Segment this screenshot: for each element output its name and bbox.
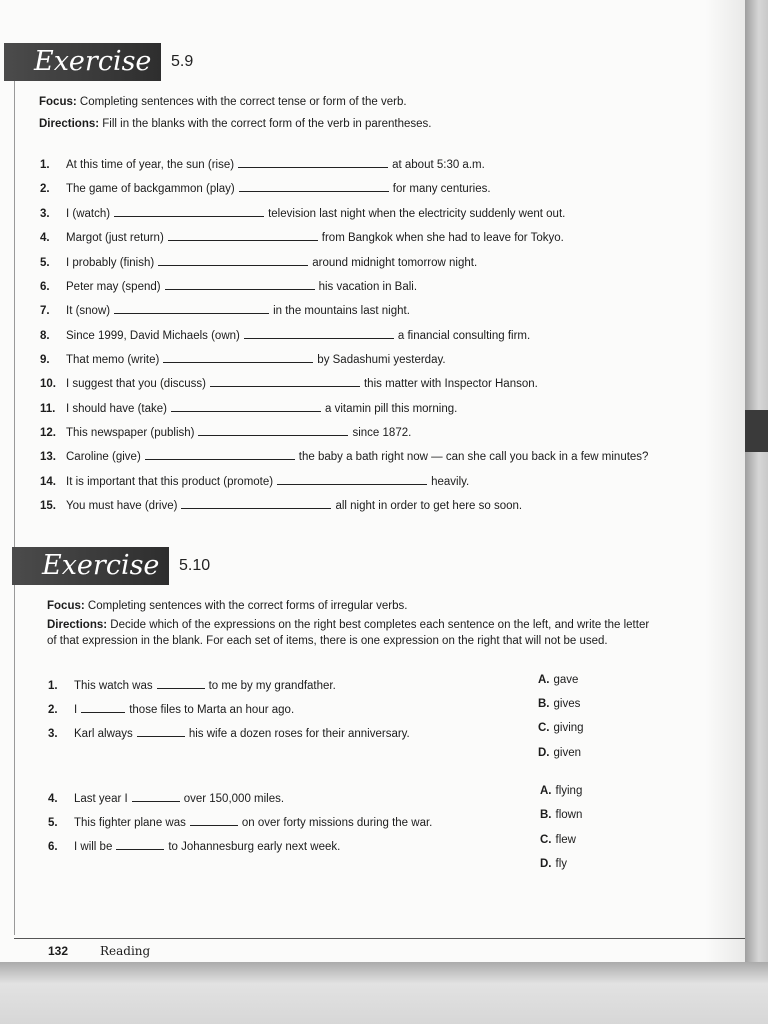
exercise-title: Exercise: [12, 547, 169, 585]
item-number: 2.: [48, 704, 58, 716]
option-text: gave: [553, 674, 579, 686]
item-rest: heavily.: [431, 476, 470, 488]
answer-blank[interactable]: [210, 375, 360, 387]
directions-text: Fill in the blanks with the correct form of the verb in parentheses.: [102, 118, 432, 130]
item-number: 9.: [40, 354, 50, 366]
item-prompt: At this time of year, the sun (rise): [66, 159, 235, 171]
option-letter: C.: [538, 722, 550, 734]
option-letter: B.: [538, 698, 550, 710]
ex2-option-c: [540, 834, 576, 846]
item-rest: around midnight tomorrow night.: [312, 257, 478, 269]
exercise-5-10-header: [12, 547, 210, 585]
item-number: 15.: [40, 500, 56, 512]
item-number: 6.: [48, 841, 58, 853]
option-letter: C.: [540, 834, 552, 846]
page-binding-rule: [14, 75, 15, 935]
ex1-item-7: [40, 302, 410, 317]
answer-blank[interactable]: [157, 677, 205, 689]
item-rest: from Bangkok when she had to leave for Tokyo.: [321, 232, 564, 244]
answer-blank[interactable]: [132, 790, 180, 802]
ex1-item-14: [40, 473, 469, 488]
item-prompt: Caroline (give): [66, 451, 141, 463]
item-prompt: This watch was: [74, 680, 153, 692]
answer-blank[interactable]: [114, 205, 264, 217]
item-number: 4.: [40, 232, 50, 244]
option-letter: A.: [538, 674, 550, 686]
ex1-item-10: [40, 375, 538, 390]
item-number: 5.: [40, 257, 50, 269]
exercise-title: Exercise: [4, 43, 161, 81]
item-rest: at about 5:30 a.m.: [392, 159, 485, 171]
item-prompt: This fighter plane was: [74, 817, 186, 829]
answer-blank[interactable]: [145, 448, 295, 460]
ex2-option-a: [540, 785, 582, 797]
section-name: Reading: [100, 944, 151, 958]
item-number: 1.: [40, 159, 50, 171]
option-text: given: [553, 747, 581, 759]
option-text: gives: [553, 698, 581, 710]
ex2-item-4: [48, 790, 284, 805]
ex2-option-a: [538, 674, 578, 686]
answer-blank[interactable]: [116, 838, 164, 850]
item-number: 3.: [40, 208, 50, 220]
option-letter: D.: [540, 858, 552, 870]
answer-blank[interactable]: [114, 302, 269, 314]
ex2-option-b: [540, 809, 582, 821]
next-page-edge: [745, 0, 768, 962]
item-number: 7.: [40, 305, 50, 317]
ex2-option-d: [538, 747, 581, 759]
item-number: 2.: [40, 183, 50, 195]
item-rest: his vacation in Bali.: [318, 281, 418, 293]
directions-text-line-2: of that expression in the blank. For each set of items, there is one expression on the right that will not be used.: [47, 635, 608, 647]
answer-blank[interactable]: [238, 156, 388, 168]
page-number: 132: [48, 944, 69, 958]
ex1-item-11: [40, 400, 457, 415]
option-letter: B.: [540, 809, 552, 821]
item-rest: his wife a dozen roses for their anniversary.: [188, 728, 410, 740]
ex1-item-15: [40, 497, 522, 512]
item-rest: those files to Marta an hour ago.: [129, 704, 295, 716]
item-rest: since 1872.: [352, 427, 412, 439]
item-number: 8.: [40, 330, 50, 342]
item-rest: a vitamin pill this morning.: [325, 403, 458, 415]
focus-text: Completing sentences with the correct forms of irregular verbs.: [87, 600, 408, 612]
item-prompt: Margot (just return): [66, 232, 164, 244]
item-prompt: The game of backgammon (play): [66, 183, 235, 195]
answer-blank[interactable]: [181, 497, 331, 509]
item-number: 11.: [40, 403, 56, 415]
answer-blank[interactable]: [239, 180, 389, 192]
answer-blank[interactable]: [81, 701, 125, 713]
answer-blank[interactable]: [171, 400, 321, 412]
ex2-item-5: [48, 814, 432, 829]
item-rest: the baby a bath right now — can she call you back in a few minutes?: [298, 451, 649, 463]
exercise-number: 5.9: [171, 53, 194, 70]
ex1-item-9: [40, 351, 446, 366]
item-number: 1.: [48, 680, 58, 692]
item-prompt: Last year I: [74, 793, 128, 805]
ex2-item-1: [48, 677, 336, 692]
item-number: 12.: [40, 427, 56, 439]
item-rest: over 150,000 miles.: [183, 793, 285, 805]
ex2-directions-continued: [47, 633, 608, 649]
item-rest: on over forty missions during the war.: [241, 817, 433, 829]
option-text: flying: [555, 785, 583, 797]
answer-blank[interactable]: [158, 254, 308, 266]
item-number: 10.: [40, 378, 56, 390]
item-number: 13.: [40, 451, 56, 463]
item-rest: to Johannesburg early next week.: [168, 841, 341, 853]
item-prompt: I will be: [74, 841, 113, 853]
item-rest: a financial consulting firm.: [397, 330, 531, 342]
ex2-focus: [47, 598, 407, 614]
ex1-item-2: [40, 180, 491, 195]
option-text: flew: [555, 834, 576, 846]
directions-text-line-1: Decide which of the expressions on the right best completes each sentence on the left, and write the letter: [110, 619, 650, 631]
ex1-item-6: [40, 278, 417, 293]
ex1-item-12: [40, 424, 411, 439]
item-prompt: Peter may (spend): [66, 281, 161, 293]
focus-label: Focus:: [39, 96, 77, 108]
scanner-bed: [0, 962, 768, 1024]
focus-text: Completing sentences with the correct tense or form of the verb.: [79, 96, 407, 108]
item-rest: this matter with Inspector Hanson.: [363, 378, 538, 390]
ex2-item-2: [48, 701, 294, 716]
ex1-item-4: [40, 229, 564, 244]
ex1-item-5: [40, 254, 477, 269]
focus-label: Focus:: [47, 600, 85, 612]
item-rest: to me by my grandfather.: [208, 680, 336, 692]
item-rest: all night in order to get here so soon.: [335, 500, 523, 512]
item-prompt: I (watch): [66, 208, 111, 220]
ex2-item-3: [48, 725, 410, 740]
ex2-option-b: [538, 698, 580, 710]
item-number: 3.: [48, 728, 58, 740]
item-number: 4.: [48, 793, 58, 805]
item-prompt: I probably (finish): [66, 257, 155, 269]
answer-blank[interactable]: [163, 351, 313, 363]
footer-rule: [14, 938, 745, 939]
item-prompt: You must have (drive): [66, 500, 178, 512]
item-prompt: Since 1999, David Michaels (own): [66, 330, 240, 342]
exercise-number: 5.10: [179, 557, 211, 574]
option-text: giving: [553, 722, 584, 734]
directions-label: Directions:: [39, 118, 100, 130]
item-number: 5.: [48, 817, 58, 829]
item-rest: television last night when the electricity suddenly went out.: [268, 208, 566, 220]
item-prompt: Karl always: [74, 728, 133, 740]
item-prompt: I suggest that you (discuss): [66, 378, 206, 390]
directions-label: Directions:: [47, 619, 108, 631]
option-letter: D.: [538, 747, 550, 759]
item-prompt: It (snow): [66, 305, 111, 317]
item-number: 14.: [40, 476, 56, 488]
ex2-option-d: [540, 858, 567, 870]
option-text: flown: [555, 809, 583, 821]
item-prompt: I should have (take): [66, 403, 168, 415]
ex1-focus: [39, 94, 407, 110]
item-prompt: That memo (write): [66, 354, 160, 366]
answer-blank[interactable]: [277, 473, 427, 485]
answer-blank[interactable]: [190, 814, 238, 826]
ex2-directions: [47, 617, 649, 633]
item-prompt: This newspaper (publish): [66, 427, 195, 439]
ex1-directions: [39, 116, 431, 132]
item-rest: by Sadashumi yesterday.: [317, 354, 446, 366]
ex1-item-3: [40, 205, 565, 220]
ex2-item-6: [48, 838, 340, 853]
answer-blank[interactable]: [198, 424, 348, 436]
answer-blank[interactable]: [137, 725, 185, 737]
item-rest: for many centuries.: [392, 183, 491, 195]
option-text: fly: [555, 858, 567, 870]
answer-blank[interactable]: [168, 229, 318, 241]
page-edge-tab: [745, 410, 768, 452]
item-rest: in the mountains last night.: [273, 305, 410, 317]
item-prompt: I: [74, 704, 78, 716]
ex2-option-c: [538, 722, 584, 734]
ex1-item-1: [40, 156, 485, 171]
ex1-item-13: [40, 448, 648, 463]
item-number: 6.: [40, 281, 50, 293]
item-prompt: It is important that this product (promote): [66, 476, 274, 488]
ex1-item-8: [40, 327, 530, 342]
answer-blank[interactable]: [165, 278, 315, 290]
exercise-5-9-header: [4, 43, 193, 81]
option-letter: A.: [540, 785, 552, 797]
answer-blank[interactable]: [244, 327, 394, 339]
